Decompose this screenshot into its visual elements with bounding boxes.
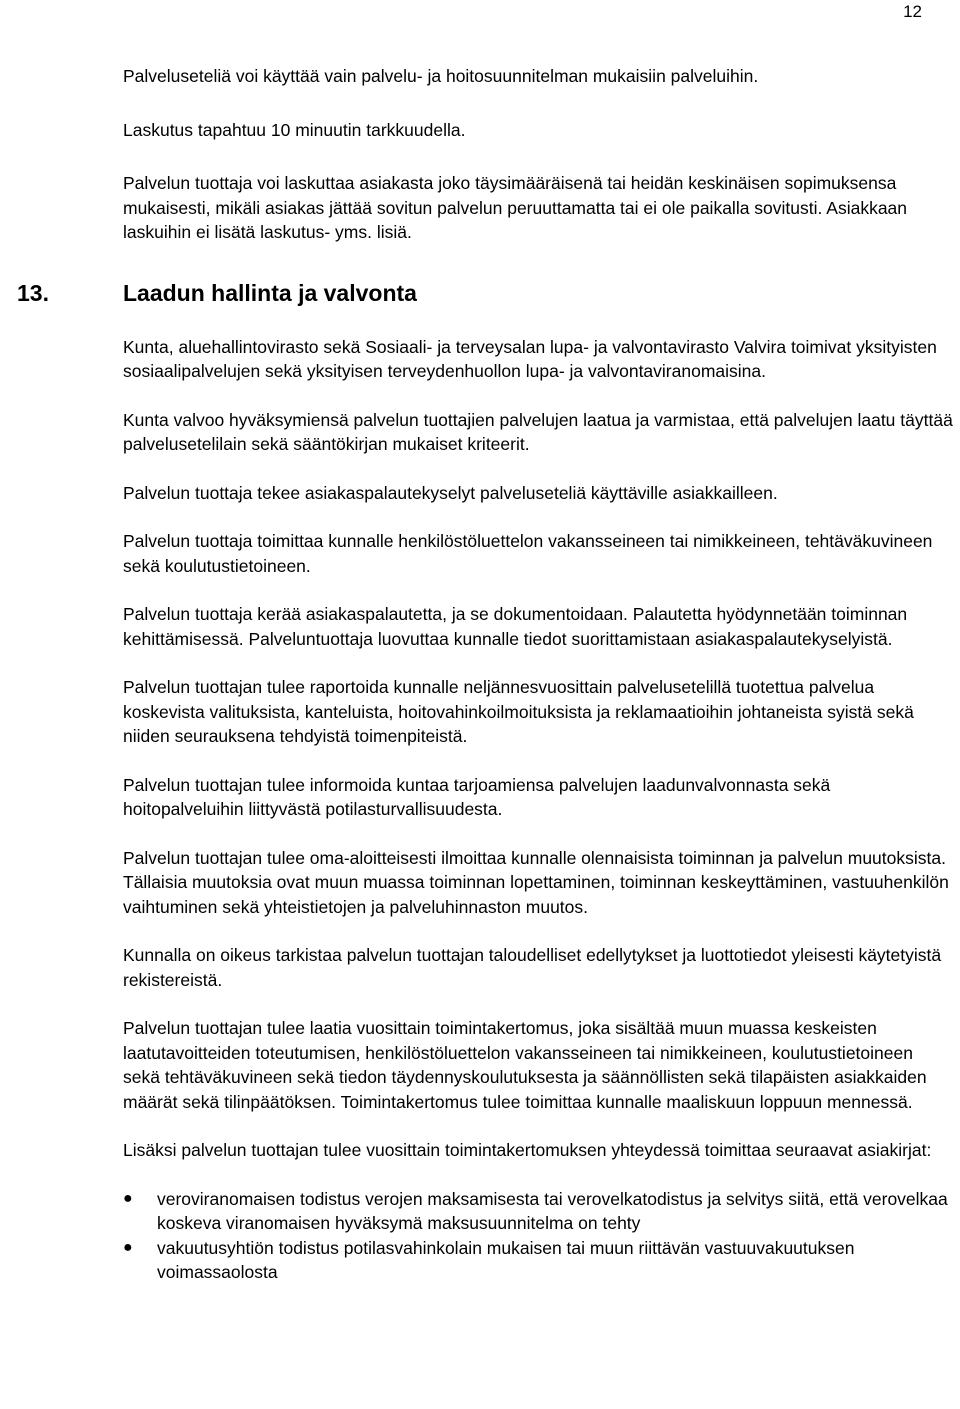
section-paragraph-10: Palvelun tuottajan tulee laatia vuosittain toimintakertomus, joka sisältää muun muassa keskeisten laatutavoitteiden toteutumisen, henkilöstöluettelon vakansseineen tai nimikkeineen, koulutustietoineen sekä tehtäväkuvineen sekä tiedon täydennyskoulutuksesta ja säännöllisten sekä tilapäisten asiakkaiden määrät sekä tilinpäätöksen. Toimintakertomus tulee toimittaa kunnalle maaliskuun loppuun mennessä. bbox=[123, 1018, 927, 1112]
section-heading bbox=[17, 278, 953, 308]
list-item-text: veroviranomaisen todistus verojen maksamisesta tai verovelkatodistus ja selvitys siitä, että verovelkaa koskeva viranomaisen hyväksymä maksusuunnitelma on tehty bbox=[157, 1188, 948, 1233]
section-title: Laadun hallinta ja valvonta bbox=[123, 279, 417, 306]
section-paragraph-11: Lisäksi palvelun tuottajan tulee vuosittain toimintakertomuksen yhteydessä toimittaa seuraavat asiakirjat: bbox=[123, 1140, 932, 1160]
list-item bbox=[123, 1187, 953, 1236]
document-body bbox=[17, 64, 953, 1285]
page-number: 12 bbox=[903, 2, 922, 21]
section-paragraph-6: Palvelun tuottajan tulee raportoida kunnalle neljännesvuosittain palvelusetelillä tuotettua palvelua koskevista valituksista, kanteluista, hoitovahinkoilmoituksista ja reklamaatioihin johtaneista syistä sekä niiden seurauksena tehdyistä toimenpiteistä. bbox=[123, 677, 914, 746]
section-paragraph-7: Palvelun tuottajan tulee informoida kuntaa tarjoamiensa palvelujen laadunvalvonnasta sekä hoitopalveluihin liittyvästä potilasturvallisuudesta. bbox=[123, 774, 831, 819]
intro-paragraph-3: Palvelun tuottaja voi laskuttaa asiakasta joko täysimääräisenä tai heidän keskinäisen sopimuksensa mukaisesti, mikäli asiakas jättää sovitun palvelun peruuttamatta tai ei ole paikalla sovitusti. Asiakkaan laskuihin ei lisätä laskutus- yms. lisiä. bbox=[123, 173, 908, 242]
section-paragraph-5: Palvelun tuottaja kerää asiakaspalautetta, ja se dokumentoidaan. Palautetta hyödynnetään toiminnan kehittämisessä. Palveluntuottaja luovuttaa kunnalle tiedot suorittamistaan asiakaspalautekyselyistä. bbox=[123, 604, 908, 649]
bullet-icon: ● bbox=[123, 1238, 133, 1256]
section-paragraph-1: Kunta, aluehallintovirasto sekä Sosiaali- ja terveysalan lupa- ja valvontavirasto Valvira toimivat yksityisten sosiaalipalvelujen sekä yksityisen terveydenhuollon lupa- ja valvontaviranomaisina. bbox=[123, 336, 937, 381]
intro-paragraph-1: Palveluseteliä voi käyttää vain palvelu- ja hoitosuunnitelman mukaisiin palveluihin. bbox=[123, 66, 759, 86]
section-paragraph-4: Palvelun tuottaja toimittaa kunnalle henkilöstöluettelon vakansseineen tai nimikkeineen, tehtäväkuvineen sekä koulutustietoineen. bbox=[123, 531, 933, 576]
section-paragraph-8: Palvelun tuottajan tulee oma-aloitteisesti ilmoittaa kunnalle olennaisista toiminnan ja palvelun muutoksista. Tällaisia muutoksia ovat muun muassa toiminnan lopettaminen, toiminnan keskeyttäminen, vastuuhenkilön vaihtuminen sekä yhteistietojen ja palveluhinnaston muutos. bbox=[123, 847, 949, 917]
section-number: 13. bbox=[17, 279, 49, 306]
required-documents-list bbox=[123, 1187, 953, 1285]
intro-paragraph-2: Laskutus tapahtuu 10 minuutin tarkkuudella. bbox=[123, 119, 466, 140]
section-paragraph-9: Kunnalla on oikeus tarkistaa palvelun tuottajan taloudelliset edellytykset ja luottotiedot yleisesti käytetyistä rekistereistä. bbox=[123, 945, 942, 990]
section-body bbox=[123, 335, 953, 1285]
list-item-text: vakuutusyhtiön todistus potilasvahinkolain mukaisen tai muun riittävän vastuuvakuutuksen voimassaolosta bbox=[157, 1237, 855, 1282]
section-paragraph-2: Kunta valvoo hyväksymiensä palvelun tuottajien palvelujen laatua ja varmistaa, että palvelujen laatu täyttää palvelusetelilain sekä sääntökirjan mukaiset kriteerit. bbox=[123, 409, 953, 454]
section-paragraph-3: Palvelun tuottaja tekee asiakaspalautekyselyt palveluseteliä käyttäville asiakkailleen. bbox=[123, 482, 778, 503]
bullet-icon: ● bbox=[123, 1189, 133, 1207]
list-item bbox=[123, 1236, 953, 1285]
